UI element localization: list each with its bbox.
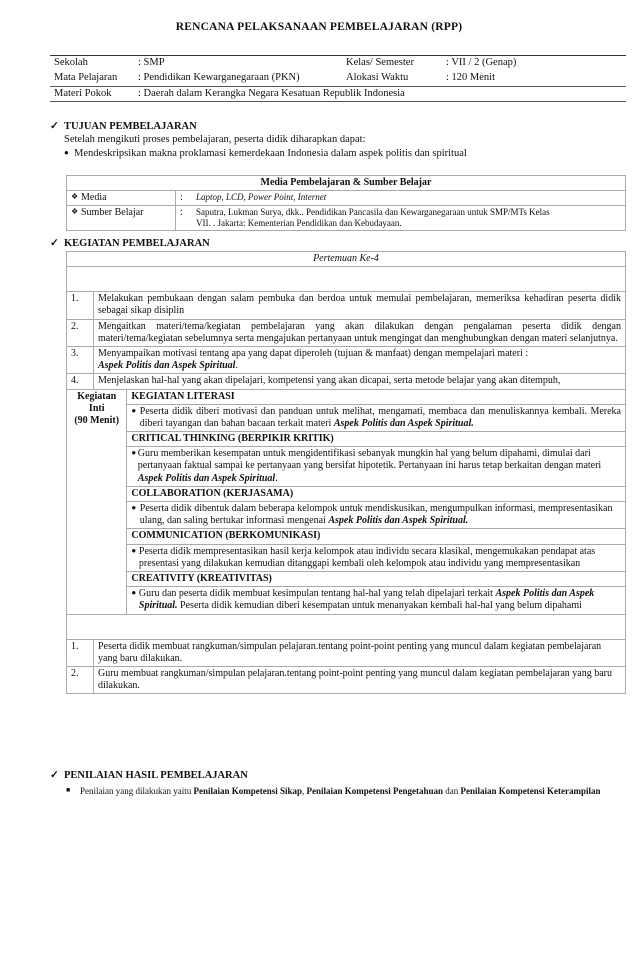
kelas-value: : VII / 2 (Genap): [446, 57, 517, 68]
kegiatan-heading: ✓ KEGIATAN PEMBELAJARAN: [50, 238, 210, 249]
pendahuluan-num: 2.: [67, 319, 94, 346]
square-bullet-icon: ■: [66, 786, 71, 794]
critical-heading: CRITICAL THINKING (BERPIKIR KRITIK): [127, 432, 626, 447]
bullet-icon: ●: [131, 405, 137, 415]
checkmark-icon: ✓: [50, 238, 59, 249]
penilaian-text: ■ Penilaian yang dilakukan yaitu Penilaian Kompetensi Sikap, Penilaian Kompetensi Pengetahuan dan Penilaian Kompetensi Keterampilan: [66, 786, 601, 796]
inti-label: Kegiatan Inti (90 Menit): [67, 389, 127, 614]
penutup-num: 2.: [67, 666, 94, 693]
media-colon: :: [176, 191, 193, 206]
media-label: ❖ Media: [67, 191, 176, 206]
critical-item: ● Guru memberikan kesempatan untuk mengidentifikasi sebanyak mungkin hal yang belum dipahami, dimulai dari pertanyaan faktual sampai ke pertanyaan yang bersifat hipotetik. Pertanyaan ini harus tetap berkaitan dengan materi Aspek Politis dan Aspek Spiritual.: [127, 447, 626, 487]
creat-heading: CREATIVITY (KREATIVITAS): [127, 571, 626, 586]
penilaian-heading: ✓ PENILAIAN HASIL PEMBELAJARAN: [50, 770, 248, 781]
media-value: Laptop, LCD, Power Point, Internet: [192, 191, 626, 206]
materi-label: Materi Pokok: [50, 86, 134, 102]
creat-item: ● Guru dan peserta didik membuat kesimpulan tentang hal-hal yang telah dipelajari terkait Aspek Politis dan Aspek Spiritual. Peserta didik kemudian diberi kesempatan untuk menanyakan kembali hal-hal yang belum dipahami: [127, 587, 626, 614]
penutup-num: 1.: [67, 639, 94, 666]
bullet-icon: ●: [131, 503, 137, 512]
bullet-icon: ●: [131, 448, 137, 458]
kelas-label: Kelas/ Semester: [346, 57, 414, 68]
pendahuluan-item: Menjelaskan hal-hal yang akan dipelajari, kompetensi yang akan dicapai, serta metode belajar yang akan ditempuh,: [94, 374, 626, 389]
materi-value: : Daerah dalam Kerangka Negara Kesatuan Republik Indonesia: [134, 86, 626, 102]
penutup-item: Peserta didik membuat rangkuman/simpulan pelajaran.tentang point-point penting yang muncul dalam kegiatan pembelajaran yang baru dilakukan.: [94, 639, 626, 666]
bullet-icon: ●: [131, 545, 137, 555]
pendahuluan-item: Melakukan pembukaan dengan salam pembuka dan berdoa untuk memulai pembelajaran, memeriksa kehadiran peserta didik sebagai sikap disiplin: [94, 292, 626, 319]
penutup-spacer: [67, 614, 626, 639]
mapel-label: Mata Pelajaran: [54, 71, 118, 83]
penutup-item: Guru membuat rangkuman/simpulan pelajaran.tentang point-point penting yang muncul dalam kegiatan pembelajaran yang baru dilakukan.: [94, 666, 626, 693]
bullet-icon: ●: [131, 588, 137, 598]
sekolah-label: Sekolah: [54, 57, 88, 68]
identity-table: [50, 55, 626, 102]
literasi-heading: KEGIATAN LITERASI: [127, 389, 626, 404]
literasi-item: ● Peserta didik diberi motivasi dan panduan untuk melihat, mengamati, membaca dan menuliskannya kembali. Mereka diberi tayangan dan bahan bacaan terkait materi Aspek Politis dan Aspek Spiritual.: [127, 404, 626, 431]
alokasi-value: : 120 Menit: [446, 71, 495, 83]
alokasi-label: Alokasi Waktu: [346, 71, 409, 83]
bullet-icon: ●: [64, 148, 69, 157]
tujuan-heading: ✓ TUJUAN PEMBELAJARAN: [50, 121, 197, 132]
media-table: [66, 175, 626, 231]
sumber-colon: :: [176, 206, 193, 231]
pendahuluan-spacer: [67, 267, 626, 292]
diamond-bullet-icon: ❖: [71, 207, 79, 217]
sumber-label: ❖ Sumber Belajar: [67, 206, 176, 231]
kegiatan-table: [66, 251, 626, 694]
pendahuluan-num: 4.: [67, 374, 94, 389]
pendahuluan-num: 1.: [67, 292, 94, 319]
sumber-value: Saputra, Lukman Surya, dkk.. Pendidikan Pancasila dan Kewarganegaraan untuk SMP/MTs Kelas VII. . Jakarta: Kementerian Pendidikan dan Kebudayaan.: [192, 206, 626, 231]
collab-item: ● Peserta didik dibentuk dalam beberapa kelompok untuk mendiskusikan, mengumpulkan informasi, mempresentasikan ulang, dan saling bertukar informasi mengenai Aspek Politis dan Aspek Spiritual.: [127, 502, 626, 529]
pendahuluan-num: 3.: [67, 346, 94, 373]
media-header: Media Pembelajaran & Sumber Belajar: [67, 176, 626, 191]
pendahuluan-item: Mengaitkan materi/tema/kegiatan pembelajaran yang akan dilakukan dengan pengalaman peserta didik dengan materi/tema/kegiatan sebelumnya serta mengajukan pertanyaan untuk mengingat dan menghubungkan dengan materi selanjutnya.: [94, 319, 626, 346]
tujuan-item: ● Mendeskripsikan makna proklamasi kemerdekaan Indonesia dalam aspek politis dan spiritual: [64, 148, 467, 159]
checkmark-icon: ✓: [50, 770, 59, 781]
diamond-bullet-icon: ❖: [71, 192, 79, 202]
pendahuluan-item: Menyampaikan motivasi tentang apa yang dapat diperoleh (tujuan & manfaat) dengan mempelajari materi : Aspek Politis dan Aspek Spiritual.: [94, 346, 626, 373]
comm-item: ● Peserta didik mempresentasikan hasil kerja kelompok atau individu secara klasikal, mengemukakan pendapat atas presentasi yang dilakukan kemudian ditanggapi kembali oleh kelompok atau individu yang mempresentasikan: [127, 544, 626, 571]
sekolah-value: : SMP: [138, 57, 165, 68]
comm-heading: COMMUNICATION (BERKOMUNIKASI): [127, 529, 626, 544]
pertemuan-header: Pertemuan Ke-4: [67, 252, 626, 267]
collab-heading: COLLABORATION (KERJASAMA): [127, 486, 626, 501]
checkmark-icon: ✓: [50, 121, 59, 132]
mapel-value: : Pendidikan Kewarganegaraan (PKN): [138, 71, 300, 83]
page-title: RENCANA PELAKSANAAN PEMBELAJARAN (RPP): [175, 21, 463, 33]
tujuan-intro: Setelah mengikuti proses pembelajaran, peserta didik diharapkan dapat:: [64, 134, 366, 145]
